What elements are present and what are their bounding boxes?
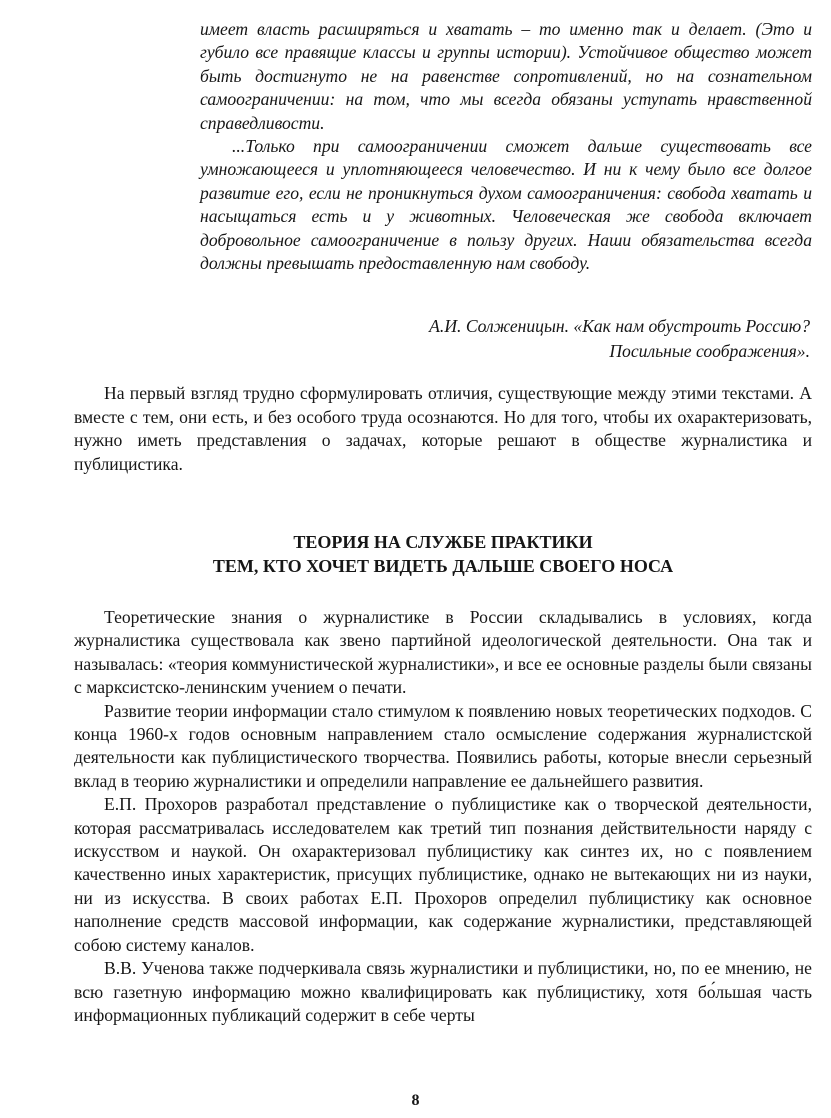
attribution-line: А.И. Солженицын. «Как нам обустроить Россию? (429, 316, 810, 336)
body-paragraph: В.В. Ученова также подчеркивала связь журналистики и публицистики, но, по ее мнению, не всю газетную информацию можно квалифицировать как публицистику, хотя бо́льшая часть информационных публикаций содержит в себе черты (74, 958, 812, 1025)
body-paragraph: Теоретические знания о журналистике в России складывались в условиях, когда журналистика существовала как звено партийной идеологической деятельности. Она так и называлась: «теория коммунистической журналистики», и все ее основные разделы были связаны с марксистско-ленинским учением о печати. (74, 607, 812, 698)
quote-paragraph: имеет власть расширяться и хватать – то именно так и делает. (Это и губило все правящие классы и группы истории). Устойчивое общество может быть достигнуто не на равенстве сопротивлений, но на сознательном самоограничении: на том, что мы всегда обязаны уступать нравственной справедливости. (200, 19, 812, 133)
body-paragraph: Развитие теории информации стало стимулом к появлению новых теоретических подходов. С конца 1960-х годов основным направлением стало осмысление содержания журналистской деятельности как публицистического творчества. Появились работы, которые внесли серьезный вклад в теорию журналистики и определили направление ее дальнейшего развития. (74, 700, 812, 791)
quote-paragraph: ...Только при самоограничении сможет дальше существовать все умножающееся и уплотняющееся человечество. И ни к чему было все долгое развитие его, если не проникнуться духом самоограничения: свобода хватать и насыщаться есть и у животных. Человеческая же свобода включает добровольное самоограничение в пользу других. Наши обязательства всегда должны превышать предоставленную нам свободу. (200, 136, 812, 274)
body-paragraph: На первый взгляд трудно сформулировать отличия, существующие между этими текстами. А вместе с тем, они есть, и без особого труда осознаются. Но для того, чтобы их охарактеризовать, нужно иметь представления о задачах, которые решают в обществе журналистика и публицистика. (74, 383, 812, 474)
section-subtitle-line: ТЕМ, КТО ХОЧЕТ ВИДЕТЬ ДАЛЬШЕ СВОЕГО НОСА (212, 556, 674, 576)
section-heading (74, 530, 812, 578)
section-title-line: ТЕОРИЯ НА СЛУЖБЕ ПРАКТИКИ (293, 532, 593, 552)
section-body (74, 606, 812, 1027)
quote-attribution (200, 314, 810, 364)
attribution-line: Посильные соображения». (609, 341, 810, 361)
page-number: 8 (411, 1092, 420, 1109)
epigraph-quote (200, 18, 812, 275)
intro-text (74, 382, 812, 476)
body-paragraph: Е.П. Прохоров разработал представление о публицистике как о творческой деятельности, которая рассматривалась исследователем как третий тип познания действительности наряду с искусством и наукой. Он охарактеризовал публицистику как синтез их, но с появлением качественно иных характеристик, присущих публицистике, однако не вытекающих ни из науки, ни из искусства. В своих работах Е.П. Прохоров определил публицистику как основное наполнение средств массовой информации, как содержание журналистики, представляющей собою систему каналов. (74, 794, 812, 955)
